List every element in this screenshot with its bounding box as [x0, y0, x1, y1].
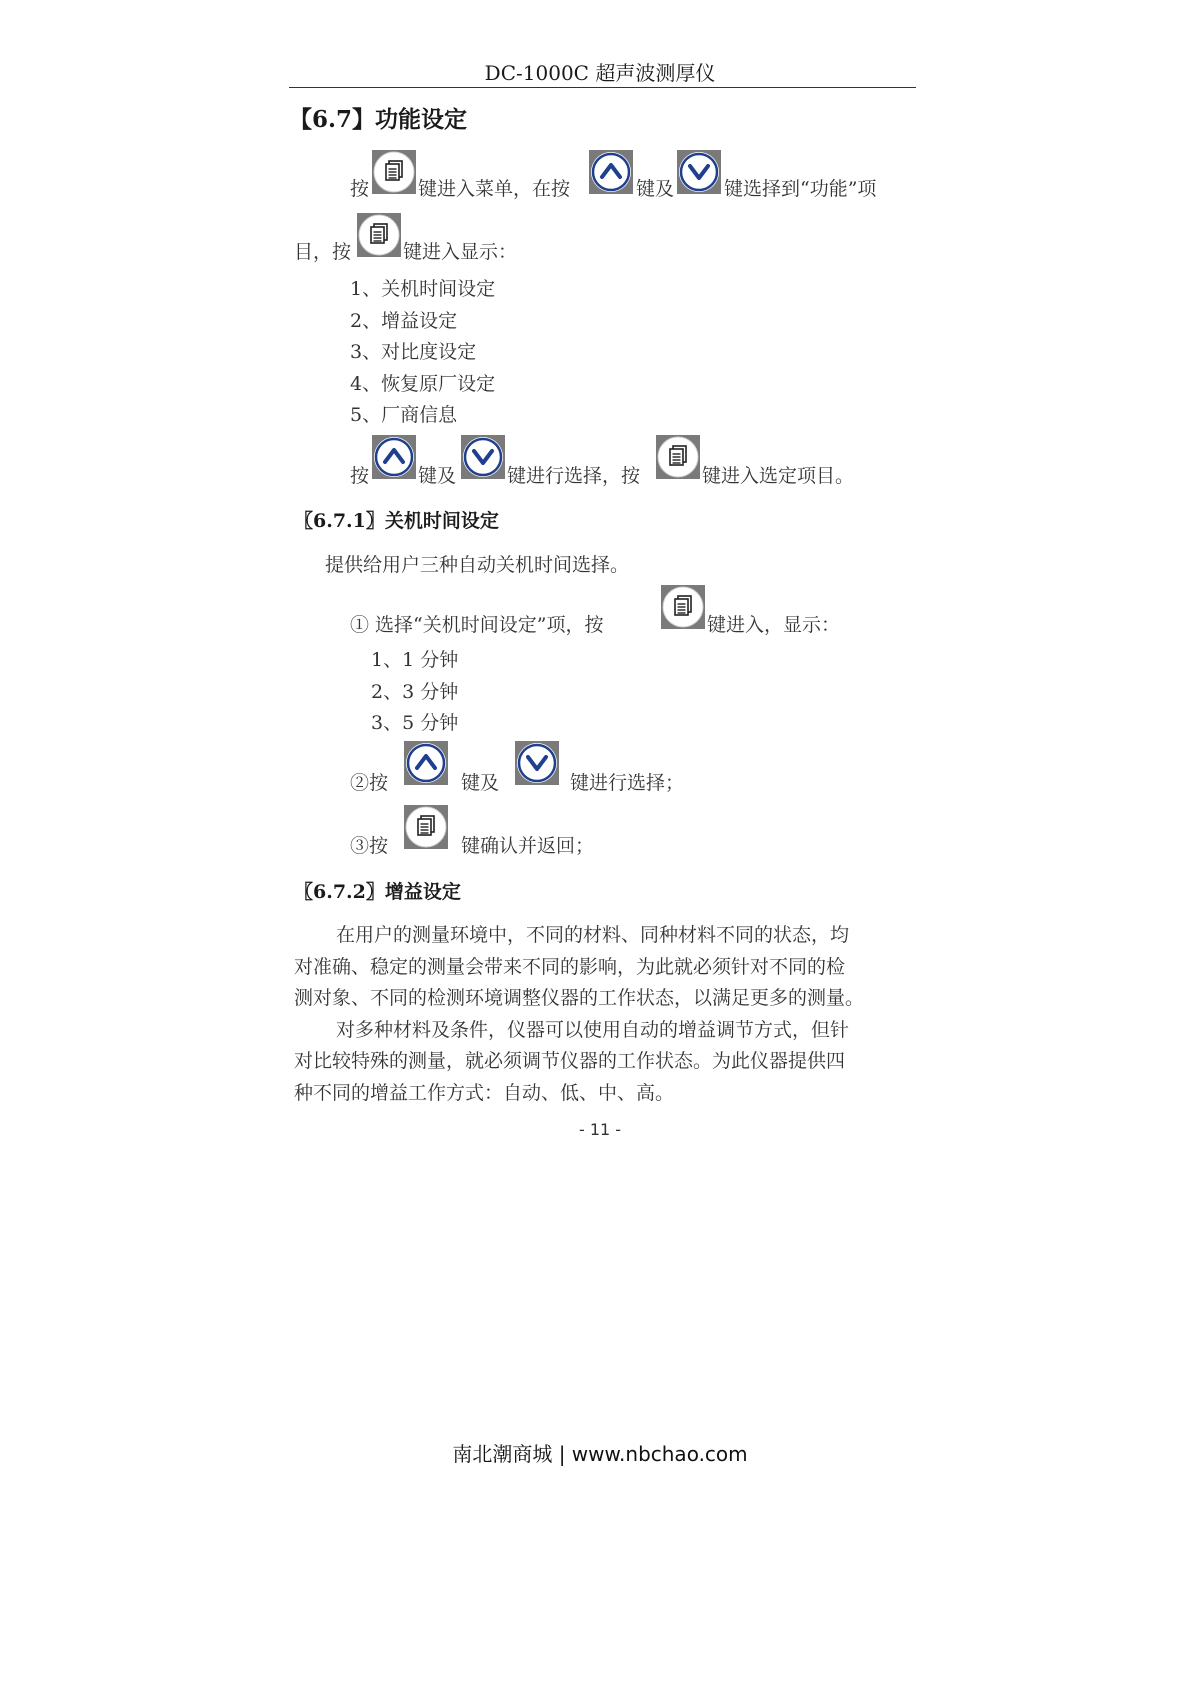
menu-key-icon [656, 435, 700, 479]
site-watermark: 南北潮商城 | www.nbchao.com [452, 1442, 748, 1466]
menu-key-icon [372, 150, 416, 194]
down-key-icon [677, 150, 721, 194]
header-divider [289, 87, 916, 88]
select-text-4: 键进入选定项目。 [702, 465, 855, 487]
document-header-title: DC-1000C 超声波测厚仪 [484, 61, 716, 85]
section-6-7-2-heading: 〖6.7.2〗增益设定 [294, 881, 461, 903]
section-6-7-1-heading: 〖6.7.1〗关机时间设定 [294, 510, 499, 532]
select-text-3: 键进行选择，按 [507, 465, 641, 487]
page-number: - 11 - [578, 1120, 622, 1139]
step-1-text: ① 选择“关机时间设定”项，按 [350, 614, 604, 636]
step-2-text-3: 键进行选择； [570, 772, 685, 794]
gain-paragraph-line: 在用户的测量环境中，不同的材料、同种材料不同的状态，均 [336, 924, 850, 946]
shutdown-option: 1、1 分钟 [371, 649, 459, 671]
step-1-text-2: 键进入，显示： [707, 614, 841, 636]
menu-key-icon [661, 585, 705, 629]
menu-list-item: 3、对比度设定 [350, 341, 477, 363]
menu-list-item: 4、恢复原厂设定 [350, 373, 496, 395]
up-key-icon [404, 741, 448, 785]
gain-paragraph-line: 对比较特殊的测量，就必须调节仪器的工作状态。为此仪器提供四 [294, 1050, 846, 1072]
intro-text-4: 键选择到“功能”项 [724, 178, 877, 200]
menu-list-item: 5、厂商信息 [350, 404, 458, 426]
select-text-2: 键及 [418, 465, 457, 487]
gain-paragraph-line: 对准确、稳定的测量会带来不同的影响，为此就必须针对不同的检 [294, 956, 846, 978]
up-key-icon [589, 150, 633, 194]
down-key-icon [461, 435, 505, 479]
intro-text-1: 按 [350, 178, 370, 200]
section-6-7-1-description: 提供给用户三种自动关机时间选择。 [325, 554, 630, 576]
step-3-text-1: ③按 [350, 835, 389, 857]
menu-key-icon [357, 213, 401, 257]
gain-paragraph-line: 种不同的增益工作方式：自动、低、中、高。 [294, 1082, 675, 1104]
step-2-text-2: 键及 [461, 772, 500, 794]
menu-list-item: 1、关机时间设定 [350, 278, 496, 300]
shutdown-option: 2、3 分钟 [371, 681, 459, 703]
gain-paragraph-line: 对多种材料及条件，仪器可以使用自动的增益调节方式，但针 [336, 1019, 850, 1041]
intro-text-2: 键进入菜单，在按 [418, 178, 571, 200]
intro-text-6: 键进入显示： [403, 241, 518, 263]
step-2-text-1: ②按 [350, 772, 389, 794]
select-text-1: 按 [350, 465, 370, 487]
step-3-text-2: 键确认并返回； [461, 835, 595, 857]
menu-list-item: 2、增益设定 [350, 310, 458, 332]
shutdown-option: 3、5 分钟 [371, 712, 459, 734]
intro-text-5: 目，按 [294, 241, 352, 263]
menu-key-icon [404, 805, 448, 849]
section-6-7-heading: 【6.7】功能设定 [289, 106, 468, 133]
gain-paragraph-line: 测对象、不同的检测环境调整仪器的工作状态，以满足更多的测量。 [294, 987, 865, 1009]
down-key-icon [515, 741, 559, 785]
up-key-icon [372, 435, 416, 479]
intro-text-3: 键及 [636, 178, 675, 200]
